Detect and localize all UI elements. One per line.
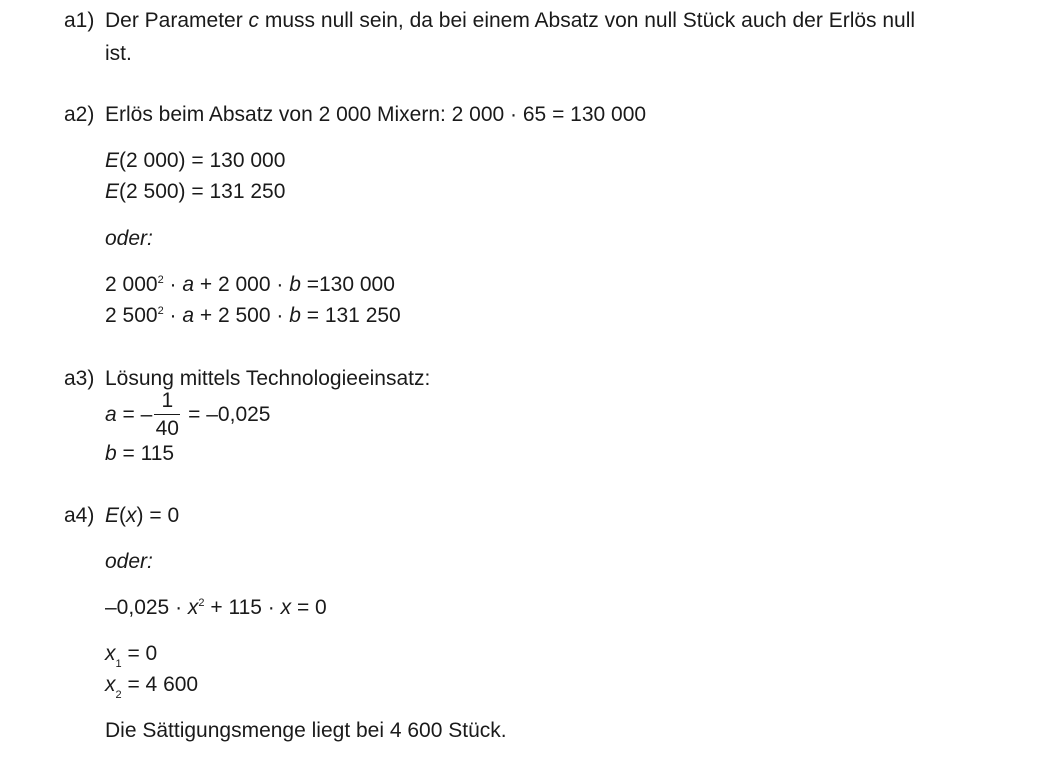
label-a3: a3): [64, 367, 95, 390]
a4-solution-1: $x_1 = 0$: [105, 642, 158, 670]
a3-intro: Lösung mittels Technologieeinsatz:: [105, 367, 431, 390]
a2-system-line-2: 2 $500^2 \cdot a + 2$ 500 · b = 131 250: [105, 304, 401, 327]
fraction: $\frac{1}{40}$: [155, 389, 179, 440]
a2-equation-1: E(2 000) = 130 000: [105, 149, 286, 172]
label-a2: a2): [64, 103, 95, 126]
a2-system-line-1: 2 $000^2 \cdot a + 2$ 000 · b =130 000: [105, 273, 395, 296]
a4-oder: oder:: [105, 550, 153, 573]
a2-oder: oder:: [105, 227, 153, 250]
a4-solution-2: $x_2 = 4$ 600: [105, 673, 199, 701]
a4-equation: E(x) = 0: [105, 504, 180, 527]
a3-a-value: a = – $\frac{1}{40}$ = –0,025: [105, 389, 271, 440]
label-a4: a4): [64, 504, 95, 527]
a1-line-2: ist.: [105, 42, 132, 65]
label-a1: a1): [64, 9, 95, 32]
a4-conclusion: Die Sättigungsmenge liegt bei 4 600 Stück.: [105, 719, 507, 742]
a2-intro: Erlös beim Absatz von 2 000 Mixern: 2 000 · 65 = 130 000: [105, 103, 647, 126]
a3-b-value: b = 115: [105, 442, 175, 465]
a4-quadratic-equation: $-0,025 \cdot x^2 + 115 \cdot x = 0$: [105, 596, 327, 619]
a2-equation-2: E(2 500) = 131 250: [105, 180, 286, 203]
a1-line-1: Der Parameter c muss null sein, da bei einem Absatz von null Stück auch der Erlös null: [105, 9, 916, 32]
